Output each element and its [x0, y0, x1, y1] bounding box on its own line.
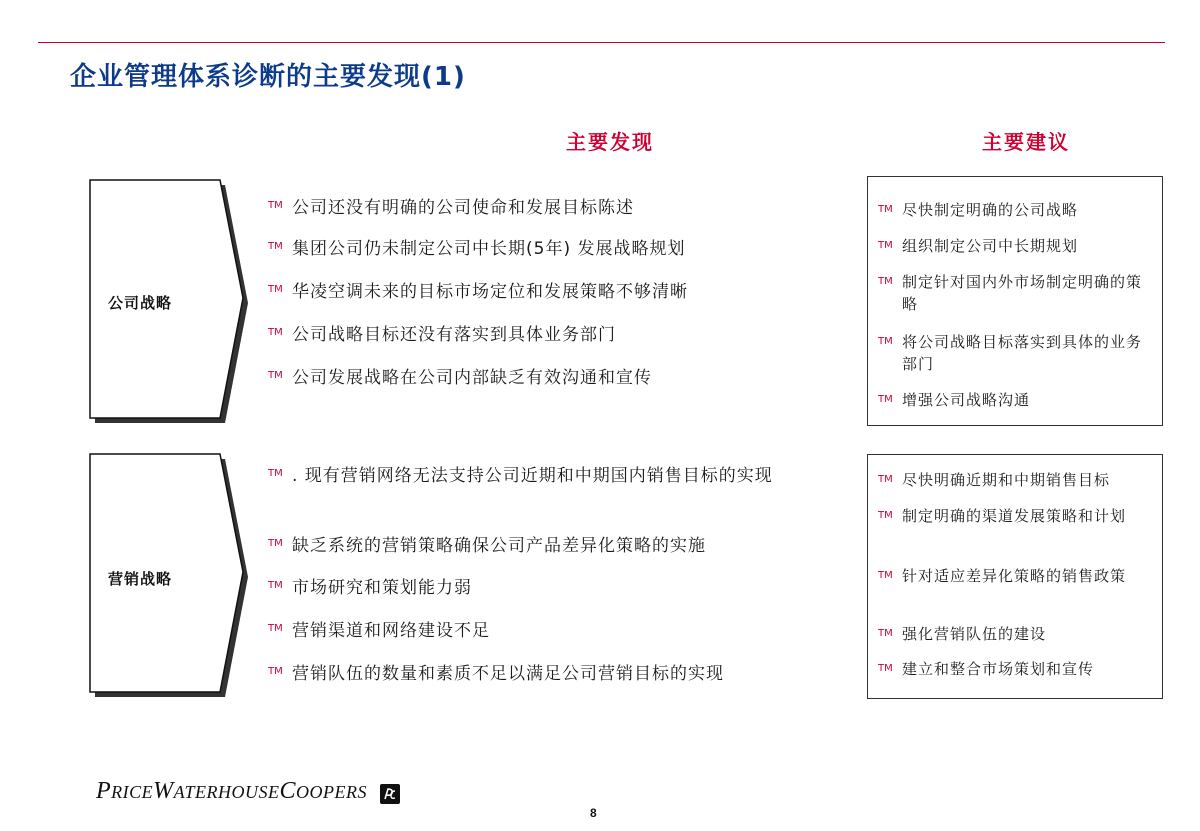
recommendation-item: TM 将公司战略目标落实到具体的业务部门	[878, 333, 1143, 373]
tm-bullet-icon: TM	[268, 580, 283, 591]
finding-item: TM 营销渠道和网络建设不足	[268, 621, 490, 641]
tm-bullet-icon: TM	[878, 204, 893, 215]
recommendation-item: TM 尽快明确近期和中期销售目标	[878, 471, 1111, 489]
page-title: 企业管理体系诊断的主要发现(1)	[70, 62, 466, 92]
recommendation-item: TM 增强公司战略沟通	[878, 391, 1031, 409]
marketing-strategy-recommendations	[867, 454, 1163, 699]
tm-bullet-icon: TM	[878, 510, 893, 521]
corporate-strategy-label: 公司战略	[108, 294, 173, 312]
recommendation-item: TM 强化营销队伍的建设	[878, 625, 1047, 643]
tm-bullet-icon: TM	[878, 474, 893, 485]
tm-bullet-icon: TM	[878, 336, 893, 347]
tm-bullet-icon: TM	[878, 628, 893, 639]
finding-item: TM 集团公司仍未制定公司中长期(5年) 发展战略规划	[268, 239, 686, 259]
recommendation-item: TM 建立和整合市场策划和宣传	[878, 660, 1095, 678]
finding-item: TM 公司战略目标还没有落实到具体业务部门	[268, 325, 616, 345]
tm-bullet-icon: TM	[878, 663, 893, 674]
finding-item: TM 缺乏系统的营销策略确保公司产品差异化策略的实施	[268, 536, 706, 556]
marketing-strategy-label: 营销战略	[108, 570, 173, 588]
corporate-strategy-recommendations	[867, 176, 1163, 426]
finding-item: TM 公司发展战略在公司内部缺乏有效沟通和宣传	[268, 368, 652, 388]
finding-item: TM 华凌空调未来的目标市场定位和发展策略不够清晰	[268, 282, 688, 302]
findings-header: 主要发现	[566, 130, 654, 154]
tm-bullet-icon: TM	[878, 276, 893, 287]
finding-item: TM 公司还没有明确的公司使命和发展目标陈述	[268, 198, 634, 218]
tm-bullet-icon: TM	[268, 200, 283, 211]
recommendation-item: TM 制定明确的渠道发展策略和计划	[878, 507, 1127, 525]
page-number: 8	[590, 806, 597, 820]
finding-item: TM . 现有营销网络无法支持公司近期和中期国内销售目标的实现	[268, 466, 773, 486]
tm-bullet-icon: TM	[268, 623, 283, 634]
tm-bullet-icon: TM	[268, 284, 283, 295]
logo-mark-icon	[380, 784, 400, 804]
tm-bullet-icon: TM	[268, 370, 283, 381]
tm-bullet-icon: TM	[878, 394, 893, 405]
tm-bullet-icon: TM	[878, 240, 893, 251]
recommendations-header: 主要建议	[982, 130, 1070, 154]
recommendation-item: TM 制定针对国内外市场制定明确的策略	[878, 273, 1143, 313]
recommendation-item: TM 组织制定公司中长期规划	[878, 237, 1079, 255]
finding-item: TM 营销队伍的数量和素质不足以满足公司营销目标的实现	[268, 664, 724, 684]
tm-bullet-icon: TM	[268, 468, 283, 479]
tm-bullet-icon: TM	[268, 327, 283, 338]
top-rule	[38, 42, 1165, 43]
tm-bullet-icon: TM	[878, 570, 893, 581]
tm-bullet-icon: TM	[268, 666, 283, 677]
tm-bullet-icon: TM	[268, 241, 283, 252]
finding-item: TM 市场研究和策划能力弱	[268, 578, 472, 598]
recommendation-item: TM 针对适应差异化策略的销售政策	[878, 567, 1127, 585]
tm-bullet-icon: TM	[268, 538, 283, 549]
recommendation-item: TM 尽快制定明确的公司战略	[878, 201, 1079, 219]
pricewaterhousecoopers-logo: PRICEWATERHOUSECOOPERS	[96, 778, 400, 805]
